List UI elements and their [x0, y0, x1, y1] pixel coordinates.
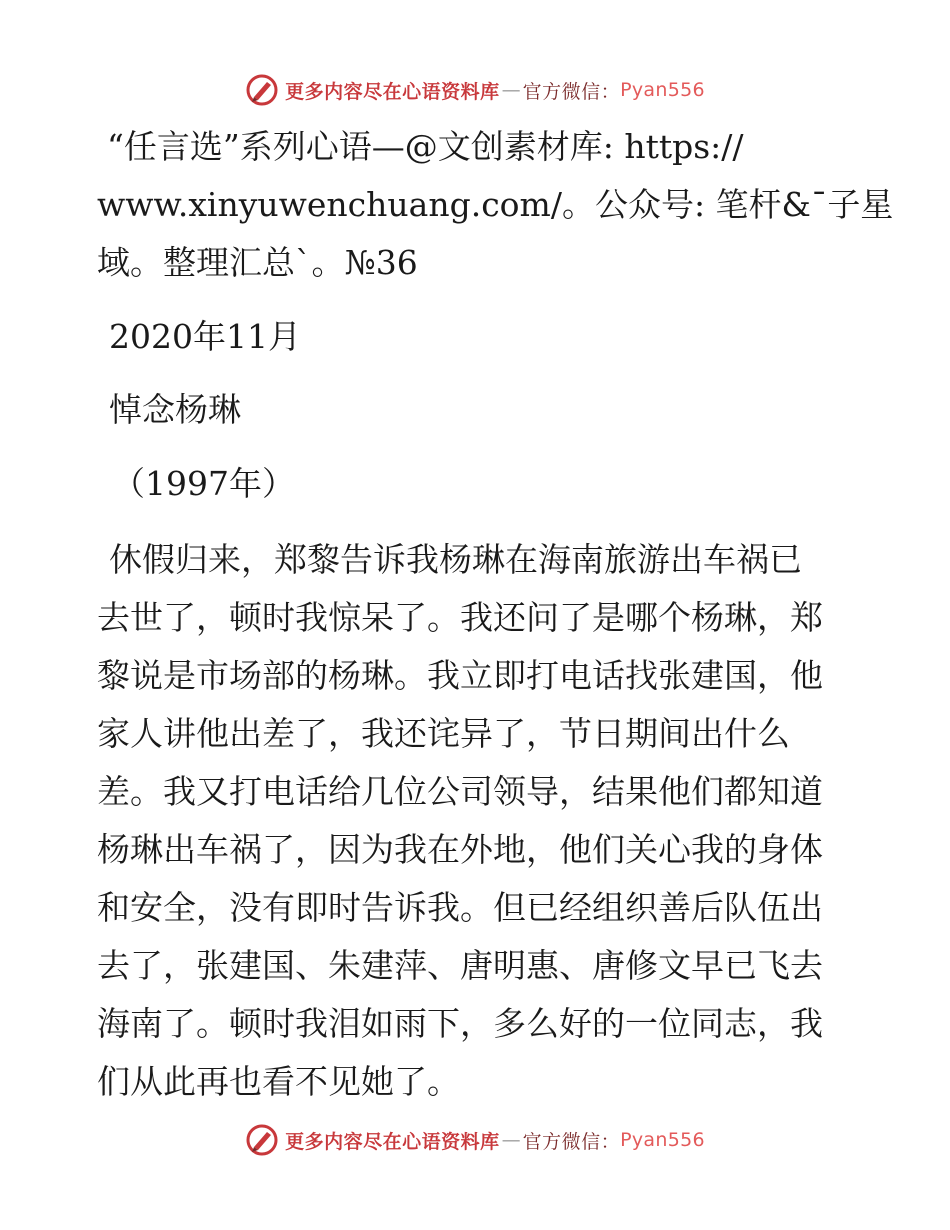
pen-logo-icon	[245, 73, 279, 107]
watermark-separator: —	[501, 1129, 521, 1151]
header-watermark	[0, 70, 950, 110]
body-line-9: 海南了。顿时我泪如雨下，多么好的一位同志，我	[97, 1004, 823, 1043]
watermark-wechat-label: 官方微信：	[522, 1130, 621, 1153]
body-line-10: 们从此再也看不见她了。	[97, 1062, 460, 1101]
watermark-separator: —	[501, 79, 521, 101]
header-line-3: 域。整理汇总`。№36	[97, 243, 418, 282]
body-line-4: 家人讲他出差了，我还诧异了，节日期间出什么	[97, 714, 790, 753]
body-line-3: 黎说是市场部的杨琳。我立即打电话找张建国，他	[97, 656, 823, 695]
watermark-main-text: 更多内容尽在心语资料库	[285, 80, 500, 103]
body-line-8: 去了，张建国、朱建萍、唐明惠、唐修文早已飞去	[97, 946, 823, 985]
watermark-wechat-id: Pyan556	[620, 79, 705, 101]
watermark-main-text: 更多内容尽在心语资料库	[285, 1130, 500, 1153]
watermark-wechat-id: Pyan556	[620, 1129, 705, 1151]
header-line-2: www.xinyuwenchuang.com/。公众号: 笔杆&¯子星	[97, 185, 894, 224]
body-line-7: 和安全，没有即时告诉我。但已经组织善后队伍出	[97, 888, 823, 927]
body-line-6: 杨琳出车祸了，因为我在外地，他们关心我的身体	[97, 830, 823, 869]
header-line-1: “任言选”系列心语—@文创素材库: https://	[107, 127, 744, 166]
footer-watermark	[0, 1120, 950, 1160]
body-line-5: 差。我又打电话给几位公司领导，结果他们都知道	[97, 772, 823, 811]
article-year: （1997年）	[112, 464, 295, 503]
pen-logo-icon	[245, 1123, 279, 1157]
date-line: 2020年11月	[109, 317, 301, 356]
body-line-1: 休假归来，郑黎告诉我杨琳在海南旅游出车祸已	[109, 540, 802, 579]
body-line-2: 去世了，顿时我惊呆了。我还问了是哪个杨琳，郑	[97, 598, 823, 637]
article-title: 悼念杨琳	[109, 390, 241, 429]
watermark-wechat-label: 官方微信：	[522, 80, 621, 103]
